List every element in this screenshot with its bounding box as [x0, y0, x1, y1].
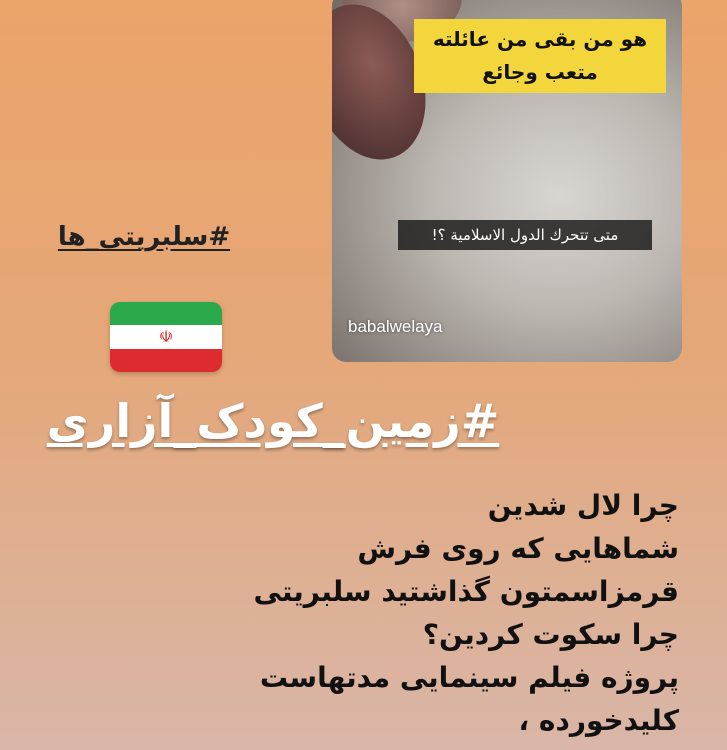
- caption-top: هو من بقى من عائلته متعب وجائع: [414, 19, 666, 93]
- body-line: چرا لال شدین: [487, 489, 679, 522]
- watermark: babalwelaya: [348, 317, 443, 336]
- caption-bottom: متى تتحرك الدول الاسلامية ؟!: [398, 220, 652, 250]
- body-line: کلیدخورده ،: [518, 704, 679, 737]
- body-line: چرا سکوت کردین؟: [422, 618, 679, 651]
- body-line: قرمزاسمتون گذاشتید سلبریتی: [253, 575, 679, 608]
- iran-flag-icon: [110, 302, 222, 372]
- body-text: [219, 484, 679, 742]
- flag-emblem: ☫: [158, 326, 174, 346]
- body-line: پروژه فیلم سینمایی مدتهاست: [259, 661, 679, 694]
- hashtag-main[interactable]: #زمین_کودک_آزاری: [46, 394, 500, 448]
- hashtag-celebrities[interactable]: #سلبریتی_ها: [57, 222, 231, 252]
- embedded-post-image: [332, 0, 682, 362]
- body-line: شماهایی که روی فرش: [357, 532, 679, 565]
